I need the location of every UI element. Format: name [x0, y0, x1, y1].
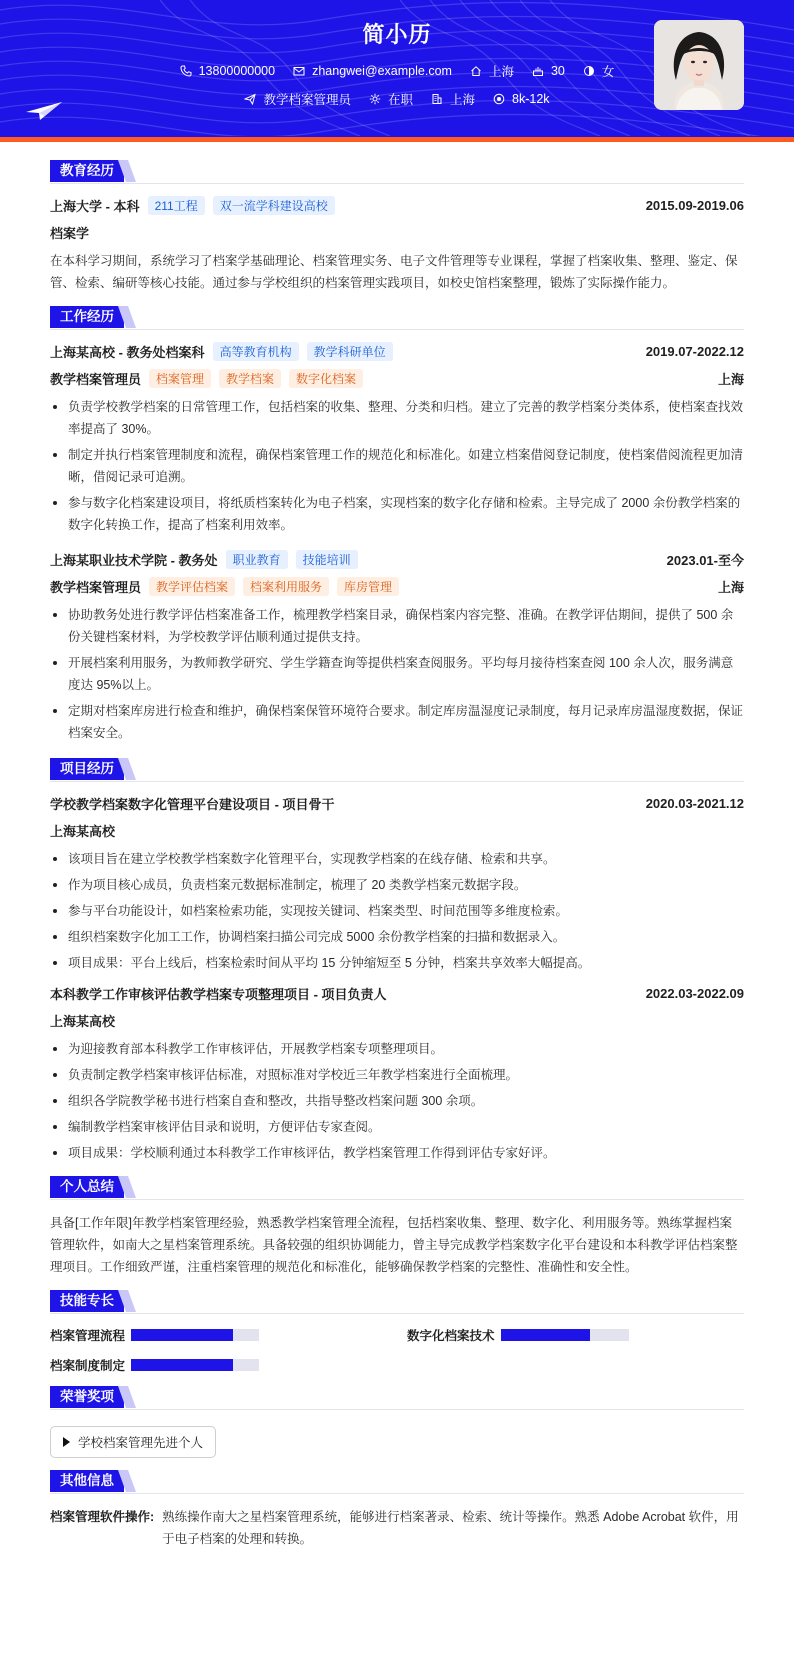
skill-item [407, 1326, 744, 1344]
skill-bar [131, 1359, 259, 1371]
list-item: 组织各学院教学秘书进行档案自查和整改，共指导整改档案问题 300 余项。 [50, 1090, 744, 1112]
honors-header [50, 1386, 744, 1410]
send-icon [244, 93, 256, 105]
phone-icon [180, 65, 192, 77]
role-tag: 库房管理 [337, 577, 399, 596]
resume-name: 简小历 [362, 22, 432, 47]
award-item [50, 1426, 216, 1458]
summary-section [50, 1176, 744, 1278]
resume-header [0, 0, 794, 142]
skill-label: 数字化档案技术 [407, 1329, 495, 1343]
skills-header [50, 1290, 744, 1314]
skill-bar-fill [131, 1359, 233, 1371]
work-header [50, 306, 744, 330]
education-description: 在本科学习期间，系统学习了档案学基础理论、档案管理实务、电子文件管理等专业课程，掌握了档案收集、整理、鉴定、保管、检索、编研等核心技能。通过参与学校组织的档案管理实践项目，如校史馆档案整理，锻炼了实际操作能力。 [50, 254, 738, 290]
triangle-icon [63, 1437, 70, 1447]
job-role-row [50, 577, 744, 596]
other-header [50, 1470, 744, 1494]
section-title: 技能专长 [50, 1290, 124, 1312]
skill-bar-fill [131, 1329, 233, 1341]
job-company-row [50, 342, 744, 361]
list-item: 负责制定教学档案审核评估标准，对照标准对学校近三年教学档案进行全面梳理。 [50, 1064, 744, 1086]
skill-item [50, 1356, 387, 1374]
list-item: 为迎接教育部本科教学工作审核评估，开展教学档案专项整理项目。 [50, 1038, 744, 1060]
phone-item [180, 62, 275, 80]
job-entry [50, 550, 744, 744]
skills-grid [50, 1326, 744, 1374]
section-title: 项目经历 [50, 758, 124, 780]
company-name: 上海某职业技术学院 - 教务处 [50, 553, 218, 568]
list-item: 项目成果：平台上线后，档案检索时间从平均 15 分钟缩短至 5 分钟，档案共享效率大幅提高。 [50, 952, 744, 974]
home-city-text: 上海 [488, 65, 514, 79]
skill-bar-fill [501, 1329, 591, 1341]
job-city: 上海 [717, 580, 744, 595]
job-role: 教学档案管理员 [50, 372, 142, 387]
section-title: 其他信息 [50, 1470, 124, 1492]
school-tag: 211工程 [148, 196, 205, 215]
education-row [50, 196, 744, 215]
company-tag: 高等教育机构 [213, 342, 299, 361]
status-text: 在职 [387, 93, 413, 107]
gender-icon [583, 65, 595, 77]
target-city-text: 上海 [449, 93, 475, 107]
section-title: 工作经历 [50, 306, 124, 328]
project-date: 2020.03-2021.12 [645, 796, 744, 811]
job-role: 教学档案管理员 [50, 580, 142, 595]
project-date: 2022.03-2022.09 [645, 986, 744, 1001]
project-name: 本科教学工作审核评估教学档案专项整理项目 - 项目负责人 [50, 987, 387, 1002]
project-row [50, 794, 744, 813]
section-title: 个人总结 [50, 1176, 124, 1198]
phone-text: 13800000000 [198, 64, 276, 78]
list-item: 开展档案利用服务，为教师教学研究、学生学籍查询等提供档案查阅服务。平均每月接待档案查阅 100 余人次，服务满意度达 95%以上。 [50, 652, 744, 696]
job-bullets [50, 396, 744, 536]
other-info-row [50, 1506, 744, 1550]
skills-section [50, 1290, 744, 1374]
header-accent-line [0, 137, 794, 142]
list-item: 制定并执行档案管理制度和流程，确保档案管理工作的规范化和标准化。如建立档案借阅登记制度，使档案借阅流程更加清晰，借阅记录可追溯。 [50, 444, 744, 488]
company-tag: 教学科研单位 [307, 342, 393, 361]
gender-item [583, 62, 615, 80]
project-bullets [50, 1038, 744, 1164]
skill-bar [501, 1329, 629, 1341]
paper-plane-icon [24, 100, 64, 122]
school-tag: 双一流学科建设高校 [213, 196, 335, 215]
job-date: 2023.01-至今 [666, 553, 744, 568]
skill-item [50, 1326, 387, 1344]
target-city-item [431, 90, 475, 108]
list-item: 参与平台功能设计，如档案检索功能，实现按关键词、档案类型、时间范围等多维度检索。 [50, 900, 744, 922]
job-date: 2019.07-2022.12 [645, 344, 744, 359]
email-item [293, 62, 452, 80]
skill-label: 档案管理流程 [50, 1329, 126, 1343]
job-company-row [50, 550, 744, 569]
job-bullets [50, 604, 744, 744]
company-name: 上海某高校 - 教务处档案科 [50, 345, 205, 360]
other-section [50, 1470, 744, 1550]
role-tag: 档案利用服务 [243, 577, 329, 596]
summary-header [50, 1176, 744, 1200]
skill-label: 档案制度制定 [50, 1359, 126, 1373]
project-name: 学校教学档案数字化管理平台建设项目 - 项目骨干 [50, 797, 335, 812]
section-title: 教育经历 [50, 160, 124, 182]
role-tag: 教学评估档案 [149, 577, 235, 596]
list-item: 负责学校教学档案的日常管理工作，包括档案的收集、整理、分类和归档。建立了完善的教学档案分类体系，使档案查找效率提高了 30%。 [50, 396, 744, 440]
avatar [654, 20, 744, 110]
cake-icon [532, 65, 544, 77]
list-item: 编制教学档案审核评估目录和说明，方便评估专家查阅。 [50, 1116, 744, 1138]
list-item: 组织档案数字化加工工作，协调档案扫描公司完成 5000 余份教学档案的扫描和数据录入。 [50, 926, 744, 948]
projects-header [50, 758, 744, 782]
target-job-text: 教学档案管理员 [263, 93, 351, 107]
avatar-photo [654, 20, 744, 110]
status-item [369, 90, 413, 108]
skill-bar [131, 1329, 259, 1341]
role-tag: 教学档案 [219, 369, 281, 388]
work-section [50, 306, 744, 744]
project-bullets [50, 848, 744, 974]
list-item: 项目成果：学校顺利通过本科教学工作审核评估，教学档案管理工作得到评估专家好评。 [50, 1142, 744, 1164]
job-entry [50, 342, 744, 536]
salary-icon [493, 93, 505, 105]
job-city: 上海 [717, 372, 744, 387]
summary-text: 具备[工作年限]年教学档案管理经验，熟悉教学档案管理全流程，包括档案收集、整理、数字化、利用服务等。熟练掌握档案管理软件，如南大之星档案管理系统。具备较强的组织协调能力，曾主导完成教学档案数字化平台建设和本科教学评估档案整理项目。工作细致严谨，注重档案管理的规范化和标准化，能够确保教学档案的完整性、准确性和安全性。 [50, 1216, 738, 1274]
list-item: 参与数字化档案建设项目，将纸质档案转化为电子档案，实现档案的数字化存储和检索。主导完成了 2000 余份教学档案的数字化转换工作，提高了档案利用效率。 [50, 492, 744, 536]
award-label: 学校档案管理先进个人 [78, 1436, 204, 1450]
list-item: 定期对档案库房进行检查和维护，确保档案保管环境符合要求。制定库房温湿度记录制度，每月记录库房温湿度数据，保证档案安全。 [50, 700, 744, 744]
other-label: 档案管理软件操作: [50, 1510, 155, 1524]
age-item [532, 62, 565, 80]
projects-section [50, 758, 744, 1164]
list-item: 协助教务处进行教学评估档案准备工作，梳理教学档案目录，确保档案内容完整、准确。在教学评估期间，提供了 500 余份关键档案材料，为学校教学评估顺利通过提供支持。 [50, 604, 744, 648]
building-icon [431, 93, 443, 105]
home-city-item [470, 62, 514, 80]
other-text: 熟练操作南大之星档案管理系统，能够进行档案著录、检索、统计等操作。熟悉 Adobe Acrobat 软件，用于电子档案的处理和转换。 [162, 1510, 739, 1546]
school-name: 上海大学 - 本科 [50, 199, 140, 214]
gender-text: 女 [601, 65, 615, 79]
target-job-item [244, 90, 351, 108]
age-text: 30 [550, 64, 565, 78]
company-tag: 技能培训 [296, 550, 358, 569]
section-title: 荣誉奖项 [50, 1386, 124, 1408]
resume-body [0, 142, 794, 1550]
education-section [50, 160, 744, 294]
salary-item [493, 90, 550, 108]
company-tag: 职业教育 [226, 550, 288, 569]
project-org: 上海某高校 [50, 824, 116, 839]
role-tag: 数字化档案 [289, 369, 363, 388]
status-icon [369, 93, 381, 105]
home-icon [470, 65, 482, 77]
project-org: 上海某高校 [50, 1014, 116, 1029]
project-row [50, 984, 744, 1003]
major: 档案学 [50, 226, 90, 241]
education-date: 2015.09-2019.06 [645, 198, 744, 213]
project-entry [50, 984, 744, 1164]
project-entry [50, 794, 744, 974]
honors-section [50, 1386, 744, 1458]
mail-icon [293, 65, 305, 77]
salary-text: 8k-12k [512, 92, 550, 106]
job-role-row [50, 369, 744, 388]
role-tag: 档案管理 [149, 369, 211, 388]
list-item: 该项目旨在建立学校教学档案数字化管理平台，实现教学档案的在线存储、检索和共享。 [50, 848, 744, 870]
list-item: 作为项目核心成员，负责档案元数据标准制定，梳理了 20 类教学档案元数据字段。 [50, 874, 744, 896]
email-text: zhangwei@example.com [312, 64, 452, 78]
education-header [50, 160, 744, 184]
